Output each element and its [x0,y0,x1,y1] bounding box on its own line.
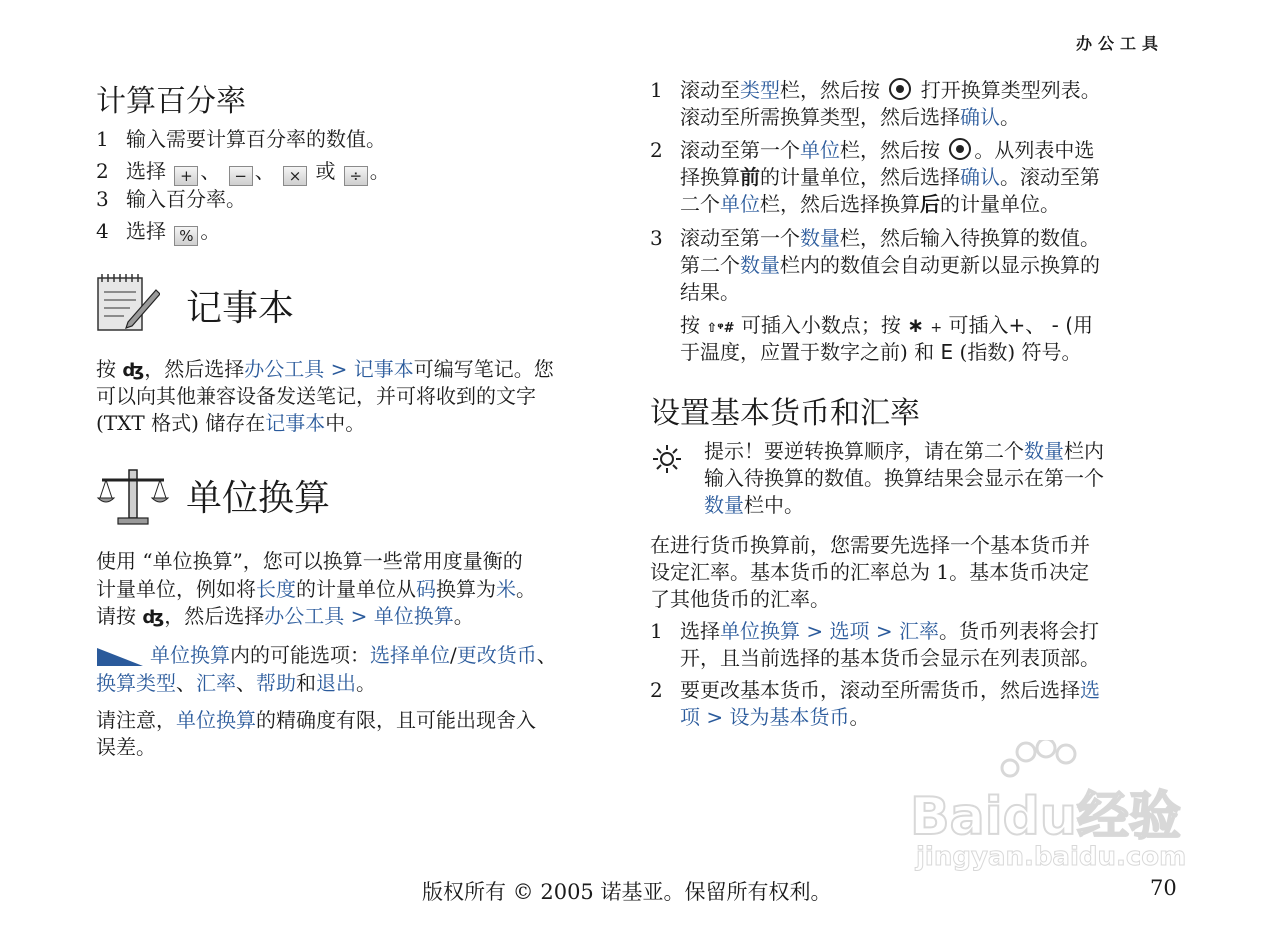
running-header: 办公工具 [1076,34,1165,53]
step-1: 1 输入需要计算百分率的数值。 [96,127,386,151]
percent-key-icon: % [174,226,198,246]
watermark-url: jingyan.baidu.com [916,842,1187,872]
baidu-watermark [900,740,1220,880]
hash-key-icon: ⇧ᵠ# [706,321,735,336]
conv-step-1-line-1: 1 滚动至类型栏，然后按 打开换算类型列表。 [650,78,1101,102]
section-title-percentage: 计算百分率 [96,84,246,119]
plus-key-icon: + [174,166,198,186]
currency-step-1-line-1: 1 选择单位换算 > 选项 > 汇率。货币列表将会打 [650,619,1099,643]
conv-step-1-line-2: 滚动至所需换算类型，然后选择确认。 [680,105,1020,129]
converter-para-line-1: 使用 “单位换算”，您可以换算一些常用度量衡的 [96,549,523,573]
page-number: 70 [1150,876,1177,900]
tip-line-2: 输入待换算的数值。换算结果会显示在第一个 [704,466,1104,490]
currency-para-line-1: 在进行货币换算前，您需要先选择一个基本货币并 [650,533,1090,557]
accuracy-note-line-1: 请注意，单位换算的精确度有限，且可能出现舍入 [96,708,536,732]
currency-para-line-2: 设定汇率。基本货币的汇率总为 1。基本货币决定 [650,560,1090,584]
notepad-icon [96,272,160,334]
footer-copyright: 版权所有 © 2005 诺基亚。保留所有权利。 [422,880,832,904]
select-key-icon [949,138,971,160]
conv-step-2-line-2: 择换算前的计量单位，然后选择确认。滚动至第 [680,165,1100,189]
tip-line-1: 提示！要逆转换算顺序，请在第二个数量栏内 [704,439,1104,463]
menu-key-icon: ʤ [122,360,145,381]
conv-step-3-line-1: 3 滚动至第一个数量栏，然后输入待换算的数值。 [650,226,1100,250]
conv-step-2-line-1: 2 滚动至第一个单位栏，然后按 。从列表中选 [650,138,1095,162]
section-title-converter: 单位换算 [186,478,331,519]
minus-key-icon: − [229,166,253,186]
currency-step-1-line-2: 开，且当前选择的基本货币会显示在列表顶部。 [680,646,1100,670]
baidu-brand-text-2: du [1002,787,1077,847]
step-2: 2 选择 + 、 − 、 × 或 ÷ 。 [96,159,390,185]
options-line-2: 换算类型、汇率、帮助和退出。 [96,671,376,695]
star-key-icon: ∗ [907,313,925,337]
conv-step-3-note-line-2: 于温度，应置于数字之前) 和 E (指数) 符号。 [680,340,1082,364]
step-4: 4 选择 % 。 [96,219,221,245]
conv-step-3-line-2: 第二个数量栏内的数值会自动更新以显示换算的 [680,253,1100,277]
notes-para-line-1: 按 ʤ，然后选择办公工具 > 记事本可编写笔记。您 [96,356,554,384]
section-title-currency: 设置基本货币和汇率 [650,396,920,431]
tip-line-3: 数量栏中。 [704,493,804,517]
accuracy-note-line-2: 误差。 [96,735,156,759]
converter-para-line-2: 计量单位，例如将长度的计量单位从码换算为米。 [96,577,536,601]
notes-para-line-3: (TXT 格式) 储存在记事本中。 [96,411,366,435]
conv-step-2-line-3: 二个单位栏，然后选择换算后的计量单位。 [680,192,1060,216]
step-3: 3 输入百分率。 [96,187,246,211]
tip-lightbulb-icon [652,444,682,474]
currency-para-line-3: 了其他货币的汇率。 [650,587,830,611]
notes-para-line-2: 可以向其他兼容设备发送笔记，并可将收到的文字 [96,384,536,408]
section-title-notes: 记事本 [186,288,295,329]
divide-key-icon: ÷ [344,166,368,186]
currency-step-2-line-2: 项 > 设为基本货币。 [680,705,870,729]
scales-icon [96,466,170,526]
options-line-1: 单位换算内的可能选项：选择单位/更改货币、 [150,643,557,667]
conv-step-3-line-3: 结果。 [680,280,740,304]
conv-step-3-note-line-1: 按 ⇧ᵠ# 可插入小数点；按 ∗ + 可插入+、 - (用 [680,313,1093,337]
options-wedge-icon [97,648,143,666]
select-key-icon [889,78,911,100]
multiply-key-icon: × [283,166,307,186]
jingyan-text: 经验 [1076,787,1181,847]
converter-para-line-3: 请按 ʤ，然后选择办公工具 > 单位换算。 [96,603,474,631]
currency-step-2-line-1: 2 要更改基本货币，滚动至所需货币，然后选择选 [650,678,1100,702]
menu-key-icon: ʤ [142,607,165,628]
baidu-brand-text: Bai [910,787,1003,847]
